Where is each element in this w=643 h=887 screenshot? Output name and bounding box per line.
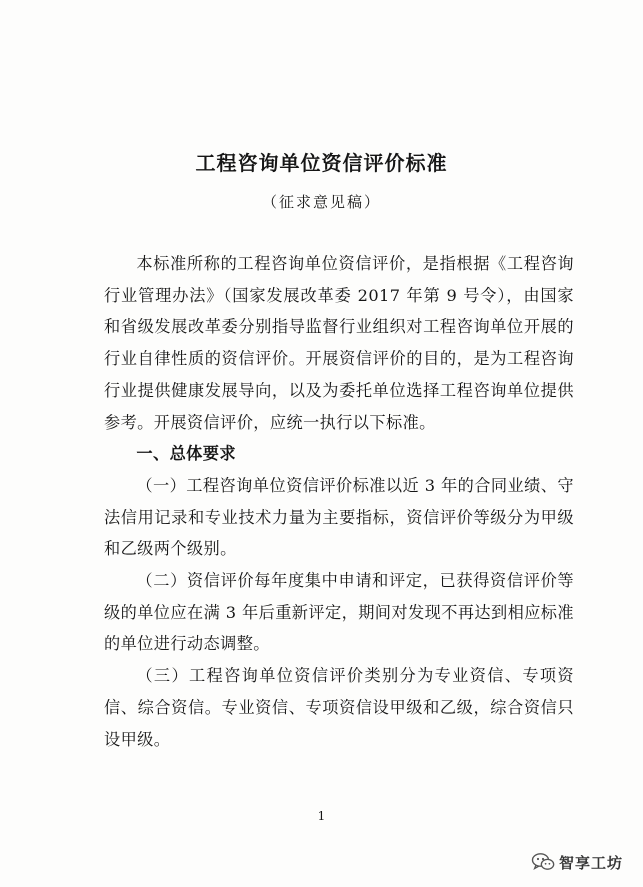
document-title: 工程咨询单位资信评价标准 (195, 151, 448, 175)
document-body (104, 248, 574, 755)
requirement-paragraph-3: （三）工程咨询单位资信评价类别分为专业资信、专项资信、综合资信。专业资信、专项资信设甲级和乙级，综合资信只设甲级。 (104, 666, 574, 749)
section-heading: 一、总体要求 (136, 444, 236, 464)
requirement-paragraph-1: （一）工程咨询单位资信评价标准以近 3 年的合同业绩、守法信用记录和专业技术力量为主要指标，资信评价等级分为甲级和乙级两个级别。 (104, 475, 574, 559)
intro-paragraph: 本标准所称的工程咨询单位资信评价，是指根据《工程咨询行业管理办法》（国家发展改革委 2017 年第 9 号令），由国家和省级发展改革委分别指导监督行业组织对工程咨询单位开展的行业自律性质的资信评价。开展资信评价的目的，是为工程咨询行业提供健康发展导向，以及为委托单位选择工程咨询单位提供参考。开展资信评价，应统一执行以下标准。 (104, 254, 574, 432)
page-number: 1 (317, 809, 326, 823)
requirement-paragraph-2: （二）资信评价每年度集中申请和评定，已获得资信评价等级的单位应在满 3 年后重新评定，期间对发现不再达到相应标准的单位进行动态调整。 (104, 571, 574, 654)
watermark (531, 849, 623, 875)
document-subtitle: （征求意见稿） (261, 193, 381, 211)
wechat-icon (531, 852, 555, 872)
watermark-label: 智享工坊 (559, 853, 624, 872)
